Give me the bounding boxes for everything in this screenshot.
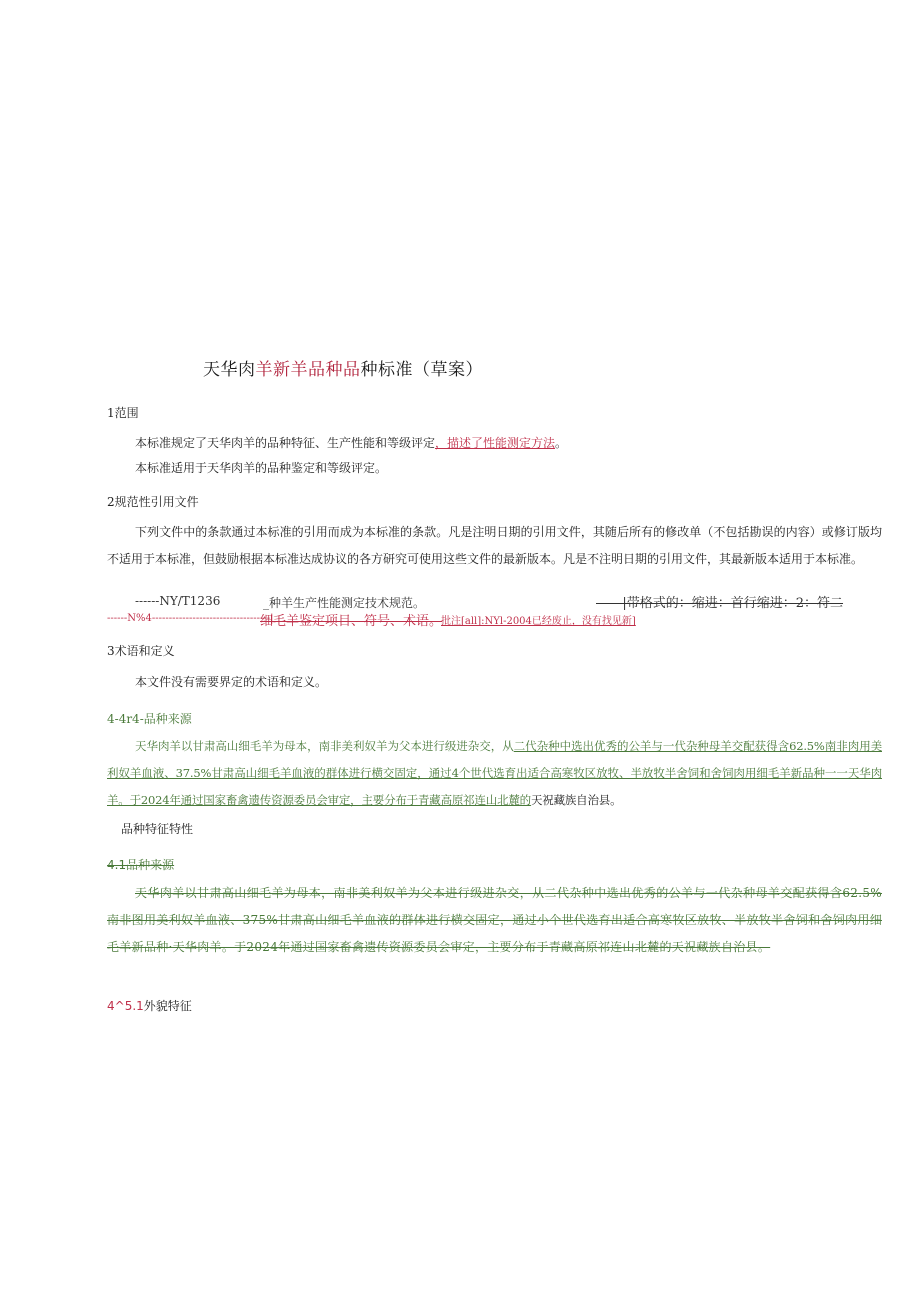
section-4-heading: 4-4r4-品种来源 — [107, 712, 192, 726]
breed-characteristics-heading: 品种特征特性 — [121, 822, 194, 836]
title-part-1: 天华肉 — [203, 360, 256, 380]
format-comment[interactable]: ------|带格式的：缩进：首行缩进：2：符二 — [596, 596, 844, 611]
reference-1-code: ------NY/T1236 — [135, 594, 221, 608]
section-4-5-1-heading — [107, 997, 192, 1014]
reference-2-title: 细毛羊鉴定项目、符号、术语。 — [260, 614, 443, 629]
section-3-line: 本文件没有需要界定的术语和定义。 — [135, 675, 328, 689]
revision-comment[interactable]: 批注[all]:NYl-2004已经废止，没有找见新] — [441, 616, 636, 627]
reference-1-title: _种羊生产性能测定技术规范。 — [263, 596, 426, 610]
section-1-line-1 — [135, 430, 567, 457]
section-4-paragraph — [107, 733, 882, 814]
section-1-line-2: 本标准适用于天华肉羊的品种鉴定和等级评定。 — [135, 461, 388, 475]
origin-text-inserted: 二代杂种中选出优秀的公羊与一代杂种母羊交配获得含62.5%南非肉用美利奴羊血液、37.5%甘肃高山细毛羊血液的群体进行横交固定，通过4个世代选育出适合高寒牧区放牧、半放牧半舍饲和舍饲肉用细毛羊新品种一一天华肉羊。于2024年通过国家畜禽遗传资源委员会审定，主要分布于青藏高原祁连山北麓的 — [107, 739, 882, 807]
document-title — [203, 355, 483, 380]
scope-text: 本标准规定了天华肉羊的品种特征、生产性能和等级评定 — [135, 436, 436, 450]
title-part-3: 种标准（草案） — [360, 360, 483, 380]
origin-text-start: 天华肉羊以甘肃高山细毛羊为母本，南非美利奴羊为父本进行级进杂交，从 — [135, 739, 514, 753]
section-4-1-heading-deleted: 4.1品种来源 — [107, 858, 175, 872]
section-2-paragraph: 下列文件中的条款通过本标准的引用而成为本标准的条款。凡是注明日期的引用文件，其随后所有的修改单（不包括勘误的内容）或修订版均不适用于本标准，但鼓励根据本标准达成协议的各方研究可使用这些文件的最新版本。凡是不注明日期的引用文件，其最新版本适用于本标准。 — [107, 525, 882, 566]
reference-2-code: ------N%4-----------------------------------| — [107, 613, 274, 624]
origin-text-end: 天祝藏族自治县。 — [530, 793, 622, 807]
title-part-2-revised: 羊新羊品种品 — [255, 360, 361, 380]
section-3-heading: 3术语和定义 — [107, 644, 175, 658]
appearance-heading: 外貌特征 — [143, 999, 192, 1013]
heading-number-revised: 4^5.1 — [107, 999, 144, 1013]
inserted-revision: ，描述了性能测定方法 — [435, 436, 556, 450]
section-2-heading: 2规范性引用文件 — [107, 495, 199, 509]
section-4-1-paragraph-deleted: 天华肉羊以甘肃高山细毛羊为母本，南非美利奴羊为父本进行级进杂交，从二代杂种中选出优秀的公羊与一代杂种母羊交配获得含62.5%南非图用美利奴羊血液、375%甘肃高山细毛羊血液的群体进行横交固定，通过小个世代选育出适合高寒牧区放牧、半放牧半舍饲和舍饲肉用细毛羊新品种·天华肉羊。于2024年通过国家畜禽遗传资源委员会审定，主要分布于青藏高原祁连山北麓的天祝藏族自治县。 — [107, 886, 882, 954]
scope-text-end: 。 — [555, 436, 568, 450]
section-1-heading: 1范围 — [107, 406, 139, 420]
